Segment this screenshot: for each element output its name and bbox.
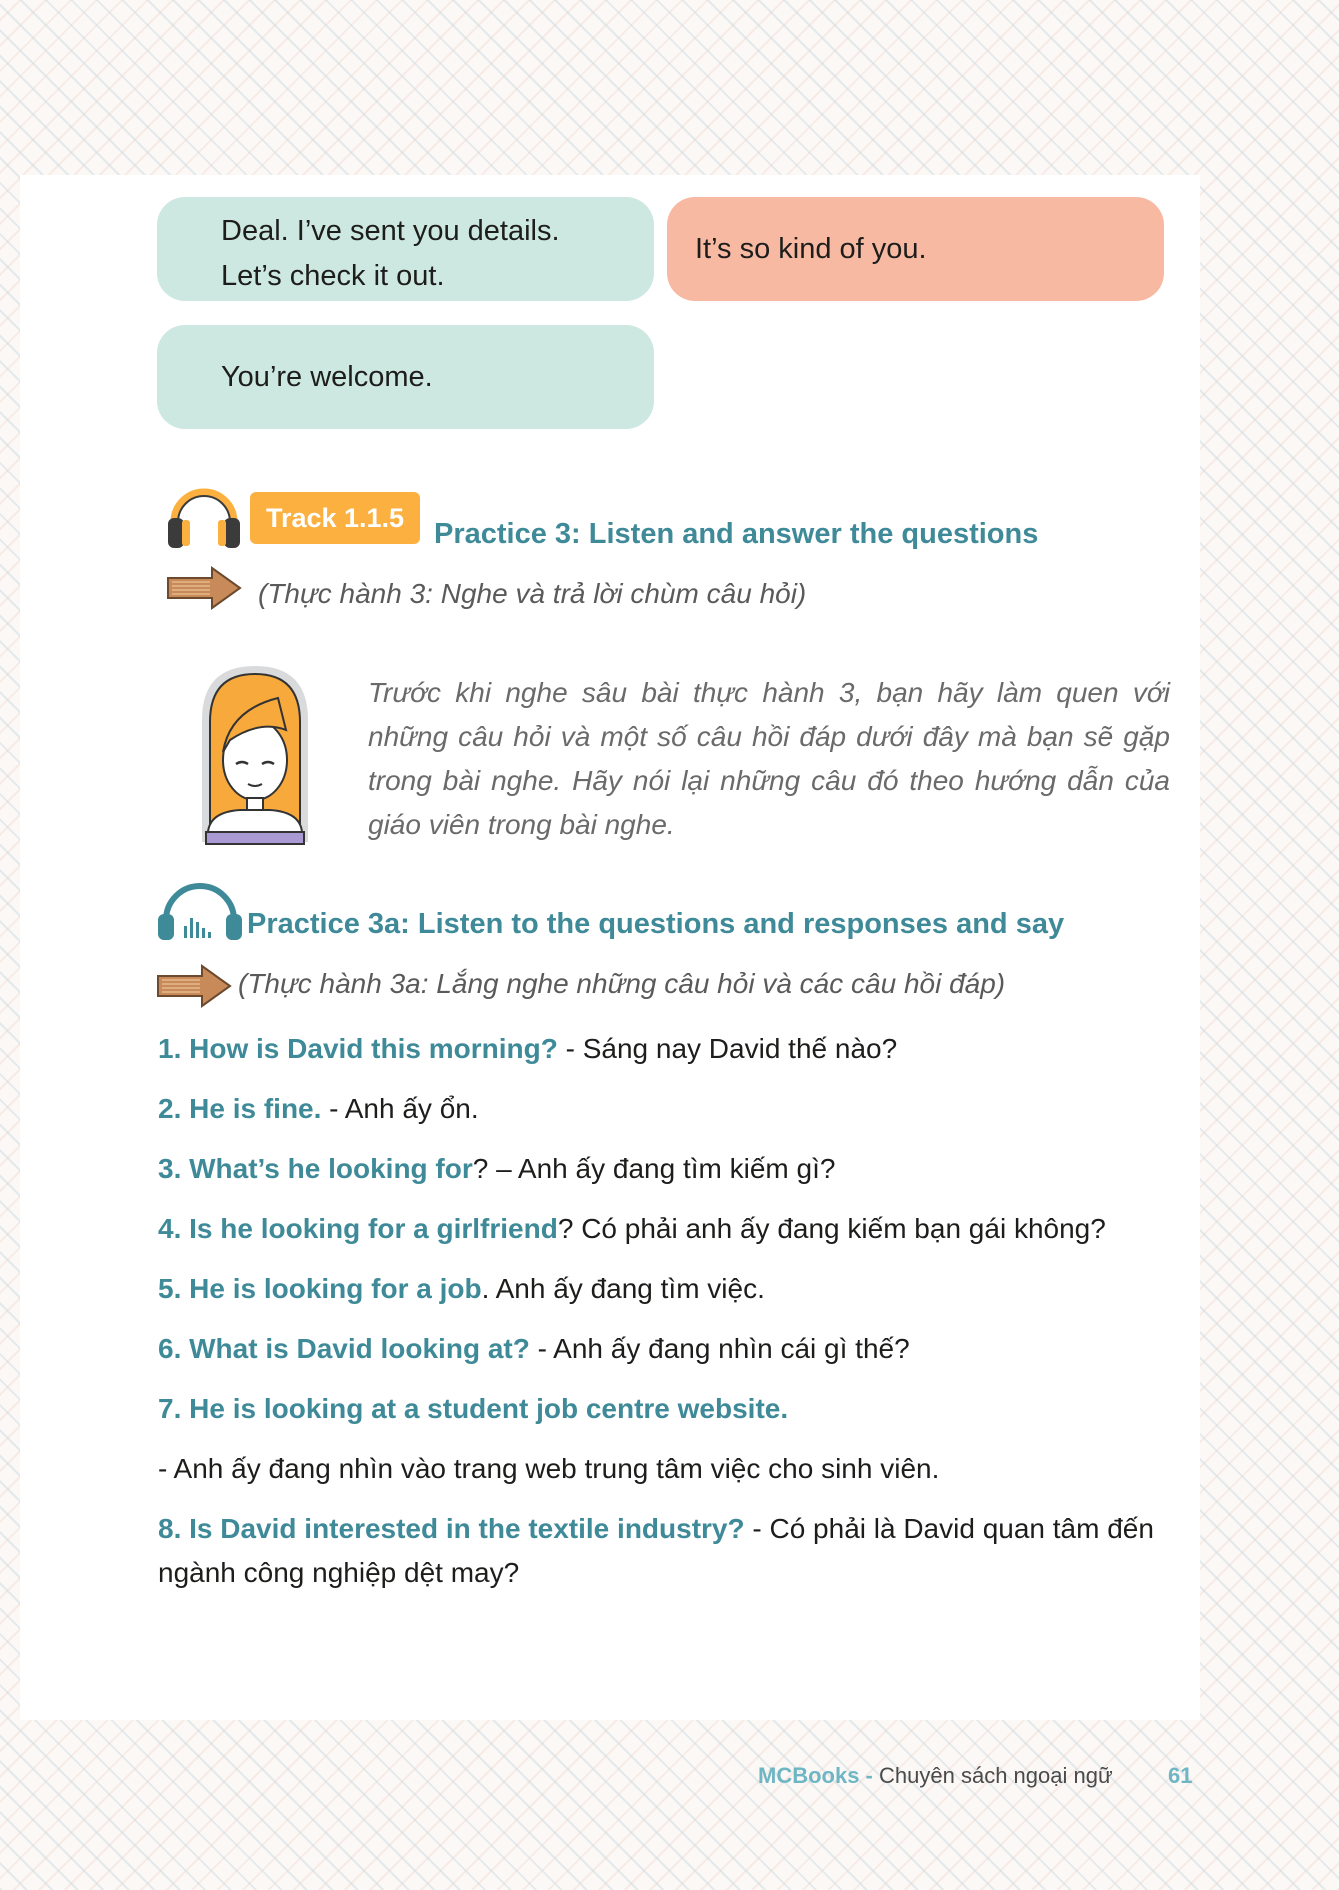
dialogue-bubble-welcome <box>157 325 654 429</box>
bubble-text: You’re welcome. <box>221 361 433 393</box>
item-vietnamese: - Anh ấy đang nhìn vào trang web trung tâm việc cho sinh viên. <box>158 1453 940 1484</box>
item-english: 8. Is David interested in the textile industry? <box>158 1513 745 1544</box>
list-item <box>158 1027 1168 1071</box>
girl-avatar-icon <box>190 660 320 852</box>
intro-paragraph: Trước khi nghe sâu bài thực hành 3, bạn hãy làm quen với những câu hỏi và một số câu hồi đáp dưới đây mà bạn sẽ gặp trong bài nghe. Hãy nói lại những câu đó theo hướng dẫn của giáo viên trong bài nghe. <box>368 677 1170 840</box>
headphones-audio-icon <box>156 876 244 944</box>
item-vietnamese: - Anh ấy đang nhìn cái gì thế? <box>529 1333 910 1364</box>
item-english: 6. What is David looking at? <box>158 1333 530 1364</box>
list-item <box>158 1327 1168 1371</box>
list-item <box>158 1387 1168 1431</box>
item-vietnamese: - Có phải là David quan tâm đến ngành công nghiệp dệt may? <box>158 1513 1154 1588</box>
practice3-subtitle: (Thực hành 3: Nghe và trả lời chùm câu hỏi) <box>258 578 807 609</box>
bubble-text: It’s so kind of you. <box>695 233 927 265</box>
page-number: 61 <box>1168 1763 1193 1788</box>
footer-tagline: Chuyên sách ngoại ngữ <box>879 1763 1113 1788</box>
item-english: 7. He is looking at a student job centre website. <box>158 1393 789 1424</box>
item-vietnamese: ? Có phải anh ấy đang kiếm bạn gái không? <box>557 1213 1106 1244</box>
item-vietnamese: . Anh ấy đang tìm việc. <box>481 1273 765 1304</box>
footer <box>758 1763 1113 1789</box>
list-item <box>158 1207 1168 1251</box>
arrow-icon <box>156 964 232 1008</box>
list-item <box>158 1447 1168 1491</box>
practice3a-subtitle: (Thực hành 3a: Lắng nghe những câu hỏi và các câu hồi đáp) <box>238 968 1006 999</box>
item-english: 5. He is looking for a job <box>158 1273 482 1304</box>
headphones-icon <box>164 474 244 552</box>
list-item <box>158 1267 1168 1311</box>
item-english: 2. He is fine. <box>158 1093 322 1124</box>
track-badge: Track 1.1.5 <box>250 492 420 544</box>
practice3a-title: Practice 3a: Listen to the questions and responses and say <box>247 908 1065 940</box>
item-vietnamese: ? – Anh ấy đang tìm kiếm gì? <box>472 1153 836 1184</box>
dialogue-bubble-deal <box>157 197 654 301</box>
item-english: 4. Is he looking for a girlfriend <box>158 1213 558 1244</box>
footer-brand: MCBooks - <box>758 1763 873 1788</box>
item-english: 1. How is David this morning? <box>158 1033 558 1064</box>
bubble-text: Deal. I’ve sent you details. Let’s check it out. <box>221 215 560 292</box>
list-item <box>158 1147 1168 1191</box>
arrow-icon <box>166 566 242 610</box>
list-item <box>158 1087 1168 1131</box>
item-vietnamese: - Anh ấy ổn. <box>321 1093 479 1124</box>
dialogue-bubble-kind <box>667 197 1164 301</box>
item-vietnamese: - Sáng nay David thế nào? <box>557 1033 898 1064</box>
practice3-title: Practice 3: Listen and answer the questions <box>434 518 1039 550</box>
item-english: 3. What’s he looking for <box>158 1153 473 1184</box>
list-item <box>158 1507 1168 1595</box>
